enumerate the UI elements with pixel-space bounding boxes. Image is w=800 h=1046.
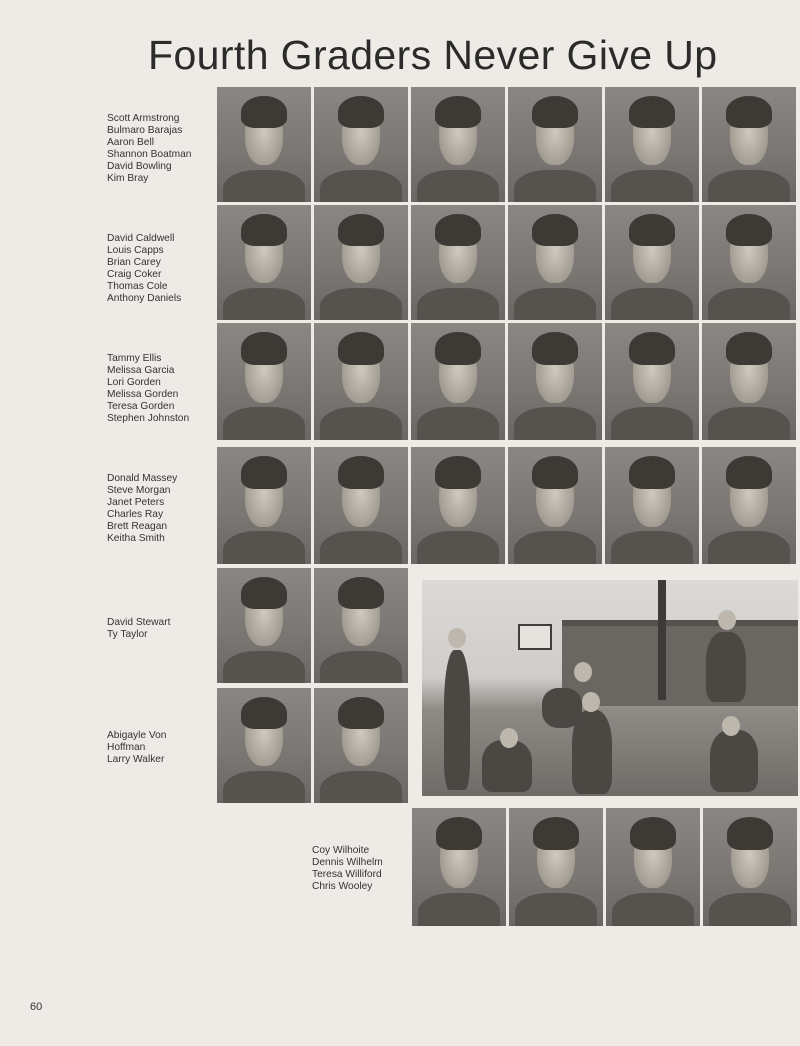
student-portrait: [508, 447, 602, 564]
basketball-hoop: [518, 624, 552, 650]
portrait-body: [417, 531, 500, 564]
portrait-body: [417, 170, 500, 202]
portrait-hair: [533, 817, 578, 850]
portrait-hair: [726, 332, 771, 365]
portrait-hair: [629, 214, 674, 246]
student-portrait: [314, 323, 408, 440]
student-name: Anthony Daniels: [107, 293, 182, 304]
portrait-hair: [338, 214, 383, 246]
names-row-6: [107, 730, 166, 766]
student-portrait: [411, 87, 505, 202]
portrait-body: [515, 893, 598, 926]
student-portrait: [508, 87, 602, 202]
student-portrait: [217, 568, 311, 683]
page-title: Fourth Graders Never Give Up: [148, 32, 718, 78]
student-name: Melissa Garcia: [107, 365, 175, 376]
portrait-body: [611, 407, 694, 440]
portrait-body: [611, 531, 694, 564]
student-name: Brian Carey: [107, 257, 161, 268]
portrait-hair: [338, 456, 383, 489]
student-name: Donald Massey: [107, 473, 178, 484]
portrait-hair: [241, 697, 286, 729]
student-portrait: [702, 205, 796, 320]
names-row-7: [312, 845, 383, 893]
portrait-body: [320, 771, 403, 803]
student-portrait: [314, 688, 408, 803]
student-figure: [542, 688, 582, 728]
student-name: Steve Morgan: [107, 485, 171, 496]
portrait-body: [708, 407, 791, 440]
student-figure: [444, 650, 470, 790]
portrait-hair: [338, 577, 383, 609]
portrait-hair: [629, 332, 674, 365]
student-name: Bulmaro Barajas: [107, 125, 183, 136]
student-name: Stephen Johnston: [107, 413, 190, 424]
student-portrait: [605, 205, 699, 320]
student-portrait: [605, 87, 699, 202]
student-name: Dennis Wilhelm: [312, 857, 383, 868]
student-portrait: [508, 323, 602, 440]
portrait-hair: [630, 817, 675, 850]
portrait-hair: [435, 96, 480, 128]
student-name: Larry Walker: [107, 754, 165, 765]
portrait-hair: [726, 456, 771, 489]
portrait-body: [708, 531, 791, 564]
portrait-hair: [338, 96, 383, 128]
portrait-body: [514, 170, 597, 202]
names-row-1: [107, 113, 191, 185]
portrait-body: [320, 531, 403, 564]
portrait-hair: [532, 332, 577, 365]
student-portrait: [217, 205, 311, 320]
portrait-body: [708, 170, 791, 202]
student-portrait: [605, 323, 699, 440]
student-name: Tammy Ellis: [107, 353, 162, 364]
student-portrait: [412, 808, 506, 926]
portrait-hair: [532, 456, 577, 489]
portrait-body: [320, 288, 403, 320]
portrait-body: [417, 407, 500, 440]
student-name: Charles Ray: [107, 509, 164, 520]
portrait-body: [223, 531, 306, 564]
student-portrait: [217, 688, 311, 803]
portrait-hair: [436, 817, 481, 850]
portrait-body: [612, 893, 695, 926]
student-portrait: [508, 205, 602, 320]
student-name: David Stewart: [107, 617, 171, 628]
student-figure-head: [448, 628, 466, 648]
portrait-hair: [435, 332, 480, 365]
portrait-hair: [241, 214, 286, 246]
portrait-hair: [532, 214, 577, 246]
student-name: Scott Armstrong: [107, 113, 180, 124]
student-figure-head: [582, 692, 600, 712]
student-figure-head: [722, 716, 740, 736]
student-name: Thomas Cole: [107, 281, 168, 292]
portrait-hair: [629, 456, 674, 489]
student-portrait: [314, 205, 408, 320]
portrait-body: [611, 170, 694, 202]
student-name: Kim Bray: [107, 173, 149, 184]
portrait-hair: [241, 456, 286, 489]
portrait-body: [320, 651, 403, 683]
student-name: Janet Peters: [107, 497, 165, 508]
student-name: Chris Wooley: [312, 881, 373, 892]
portrait-body: [514, 288, 597, 320]
portrait-body: [320, 407, 403, 440]
names-row-3: [107, 353, 189, 425]
portrait-body: [418, 893, 501, 926]
student-name: Coy Wilhoite: [312, 845, 370, 856]
portrait-body: [320, 170, 403, 202]
portrait-body: [223, 407, 306, 440]
student-name: Hoffman: [107, 742, 146, 753]
student-name: Ty Taylor: [107, 629, 148, 640]
student-portrait: [702, 447, 796, 564]
student-portrait: [411, 205, 505, 320]
student-name: Craig Coker: [107, 269, 162, 280]
student-name: Louis Capps: [107, 245, 164, 256]
portrait-hair: [435, 214, 480, 246]
light-pole: [658, 580, 666, 700]
portrait-body: [417, 288, 500, 320]
student-portrait: [702, 87, 796, 202]
portrait-body: [223, 170, 306, 202]
student-portrait: [605, 447, 699, 564]
portrait-hair: [726, 214, 771, 246]
portrait-hair: [241, 332, 286, 365]
portrait-hair: [338, 697, 383, 729]
names-row-5: [107, 617, 170, 641]
student-portrait: [703, 808, 797, 926]
student-figure-head: [574, 662, 592, 682]
student-name: Brett Reagan: [107, 521, 168, 532]
student-figure: [572, 710, 612, 794]
student-figure: [710, 730, 758, 792]
portrait-body: [611, 288, 694, 320]
student-portrait: [217, 87, 311, 202]
portrait-body: [223, 651, 306, 683]
portrait-hair: [629, 96, 674, 128]
student-portrait: [411, 447, 505, 564]
student-portrait: [509, 808, 603, 926]
student-name: Aaron Bell: [107, 137, 155, 148]
portrait-body: [223, 288, 306, 320]
student-name: Keitha Smith: [107, 533, 165, 544]
portrait-hair: [726, 96, 771, 128]
student-name: Teresa Gorden: [107, 401, 175, 412]
student-name: David Caldwell: [107, 233, 175, 244]
portrait-hair: [435, 456, 480, 489]
student-portrait: [606, 808, 700, 926]
portrait-body: [223, 771, 306, 803]
student-name: Teresa Williford: [312, 869, 382, 880]
student-name: Melissa Gorden: [107, 389, 179, 400]
student-portrait: [314, 568, 408, 683]
portrait-hair: [338, 332, 383, 365]
student-figure-head: [500, 728, 518, 748]
student-portrait: [314, 447, 408, 564]
student-name: Abigayle Von: [107, 730, 167, 741]
school-building: [562, 620, 798, 706]
student-portrait: [411, 323, 505, 440]
page-number: 60: [30, 1001, 43, 1013]
names-row-2: [107, 233, 181, 305]
student-portrait: [217, 323, 311, 440]
student-name: Lori Gorden: [107, 377, 161, 388]
student-name: Shannon Boatman: [107, 149, 192, 160]
portrait-body: [514, 407, 597, 440]
student-figure-head: [718, 610, 736, 630]
portrait-hair: [241, 577, 286, 609]
portrait-body: [709, 893, 792, 926]
portrait-body: [708, 288, 791, 320]
student-portrait: [314, 87, 408, 202]
portrait-hair: [727, 817, 772, 850]
portrait-hair: [532, 96, 577, 128]
student-portrait: [702, 323, 796, 440]
portrait-hair: [241, 96, 286, 128]
names-row-4: [107, 473, 177, 545]
portrait-body: [514, 531, 597, 564]
group-activity-photo: [422, 580, 798, 796]
student-name: David Bowling: [107, 161, 172, 172]
student-figure: [706, 632, 746, 702]
student-portrait: [217, 447, 311, 564]
